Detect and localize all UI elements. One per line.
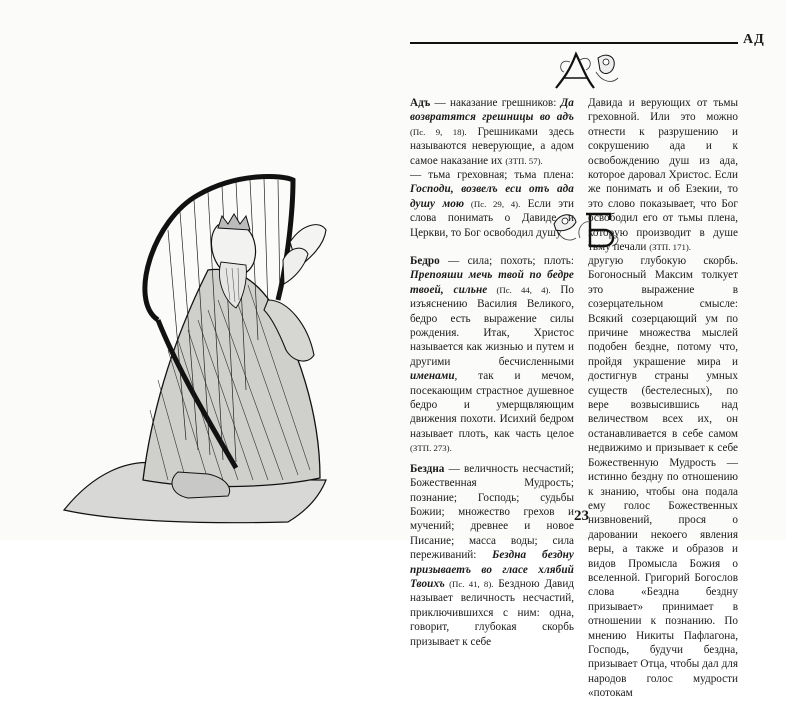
text-bezdna-continued: другую глубокую скорбь. Богоносный Максим толкует это выражение в созерцательном смысле: Всякий созерцающий ум по причине множества мыслей подобен бездне, потому что, пройдя украшение мира и достигнув страны умных существ (бестелесных), по вере возвысившись над величеством всех их, он останавливается в себе самом недвижимо и призывает к себе Божественную Мудрость — истинно бездну по отношению к знанию, чтобы она подала ему голос Божественных низвновений, прося о даровании некоего явления веры, а также и образов и видов Промысла Божия о вселенной. Григорий Богослов слова «Бездна бездну призывает» принимает в отношении к познанию. По мнению Никиты Пафлагона, Господь, будучи бездна, призывает Отца, чтобы дал для народов голос мудрости «потокам <box>588 255 738 700</box>
ref-ad-1: (Пс. 9, 18). <box>410 126 467 137</box>
ref-bedro-2: (ЗТП. 273). <box>410 443 452 454</box>
text-ad-1: Грешниками здесь называются неверующие, а адом самое наказание их <box>410 125 574 167</box>
ref-bedro-1: (Пс. 44, 4). <box>487 284 551 295</box>
text-bedro-1: По изъяснению Василия Великого, бедро есть выражение силы рождения. Итак, Христос называется как жизнью и путем и другими бесчисленными <box>410 283 574 368</box>
header-rule <box>410 42 738 44</box>
definition-bedro: — сила; похоть; плоть: <box>439 255 574 267</box>
headword-bezdna: Бездна <box>410 462 445 475</box>
citation-bezdna: Бездна бездну призываетъ во гласе хлябий Твоихъ <box>410 549 574 590</box>
sense-ad-2: — тьма греховная; тьма плена: <box>410 169 574 182</box>
headword-ad: Адъ <box>410 97 431 109</box>
running-head: АД <box>743 32 765 47</box>
ref-ad-3: (Пс. 29, 4). <box>464 198 521 209</box>
entry-bezdna-continued <box>588 254 738 701</box>
text-bedro-2: , так и мечом, посекающим страстное душевное бедро и умерщвляющим движения похоти. Исихий бедром называет плоть, как часть целое <box>410 370 574 440</box>
ref-ad-4: (ЗТП. 171). <box>649 242 691 253</box>
ref-bezdna-1: (Пс. 41, 8). <box>444 578 494 589</box>
definition-ad: — наказание грешников: <box>430 97 561 109</box>
headword-bedro: Бедро <box>410 255 440 267</box>
definition-bezdna: — величность несчастий; Божественная Мудрость; познание; Господь; судьбы Божии; множество грехов и мучений; древнее и новое Писание; масса воды; сила переживаний: <box>410 462 574 562</box>
text-bezdna-1: Бездною Давид называет величность несчастий, приключившихся с ним: одна, говорит, глубокая скорбь призывает к себе <box>410 577 574 648</box>
text-ad-2: Если эти слова понимать о Давиде и Церкви, то Бог освободил душу <box>410 197 574 239</box>
entry-ad <box>410 96 574 240</box>
entry-ad-continued <box>588 96 738 254</box>
ornamental-initial-a <box>550 48 622 92</box>
citation-ad-2: Господи, возвелъ еси отъ ада душу мою <box>410 183 574 210</box>
king-david-harp-engraving <box>58 150 380 525</box>
page-number: 23 <box>574 508 589 524</box>
italic-imenami: именами <box>410 370 455 383</box>
citation-ad-1: Да возвратятся грешницы во адъ <box>410 97 574 124</box>
entry-bedro <box>410 254 574 649</box>
citation-bedro: Препояши мечь твой по бедре твоей, сильне <box>410 269 574 296</box>
ref-ad-2: (ЗТП. 57). <box>505 155 543 166</box>
text-ad-continued: Давида и верующих от тьмы греховной. Или это можно отнести к разрушению и сокрушению ада и к освобождению душ из ада, которое даровал Христос. Если же понимать и об Езекии, то это слово показывает, что Бог освободил его от тьмы плена, которую производит в душе тьму печали <box>588 97 738 254</box>
